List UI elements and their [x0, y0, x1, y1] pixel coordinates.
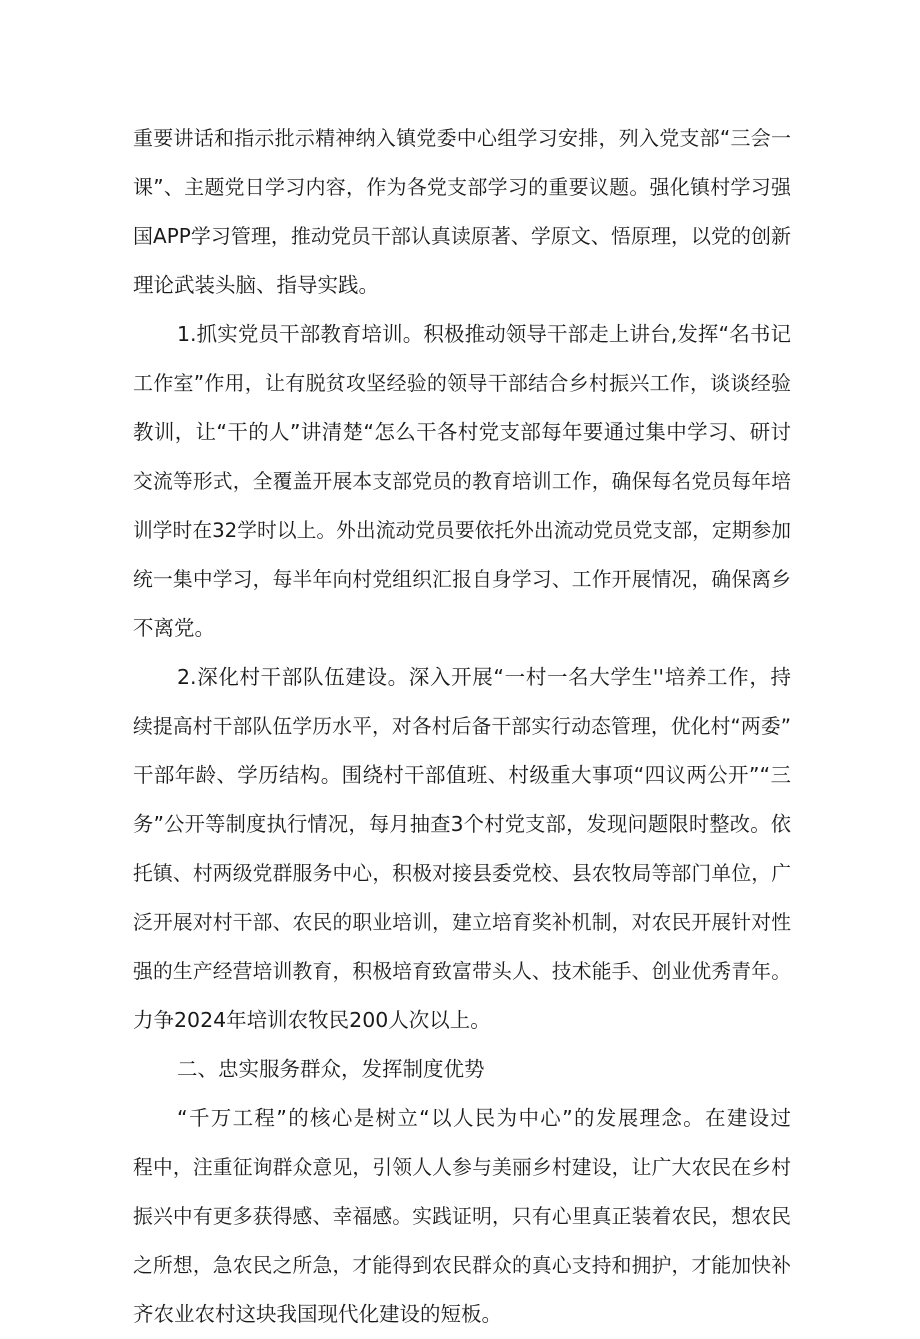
- text-line: 二、忠实服务群众，发挥制度优势: [177, 1057, 485, 1081]
- text-line: 1.抓实党员干部教育培训。积极推动领导干部走上讲台,发挥“名书记: [177, 322, 791, 346]
- text-line: 振兴中有更多获得感、幸福感。实践证明，只有心里真正装着农民，想农民: [133, 1205, 791, 1228]
- text-line: 强的生产经营培训教育，积极培育致富带头人、技术能手、创业优秀青年。: [133, 960, 791, 983]
- text-line: 之所想，急农民之所急，才能得到农民群众的真心支持和拥护，才能加快补: [133, 1254, 791, 1277]
- text-line: 统一集中学习，每半年向村党组织汇报自身学习、工作开展情况，确保离乡: [133, 568, 791, 591]
- text-line: 力争2024年培训农牧民200人次以上。: [133, 1008, 491, 1032]
- document-body: [133, 114, 791, 1339]
- text-line: 泛开展对村干部、农民的职业培训，建立培育奖补机制，对农民开展针对性: [133, 911, 791, 934]
- text-line: 务”公开等制度执行情况，每月抽查3个村党支部，发现问题限时整改。依: [133, 812, 791, 836]
- text-line: 教训，让“干的人”讲清楚“怎么干各村党支部每年要通过集中学习、研讨: [133, 420, 791, 444]
- text-line: 工作室”作用，让有脱贫攻坚经验的领导干部结合乡村振兴工作，谈谈经验: [133, 371, 791, 395]
- text-line: 训学时在32学时以上。外出流动党员要依托外出流动党员党支部，定期参加: [133, 519, 791, 542]
- text-line: 干部年龄、学历结构。围绕村干部值班、村级重大事项“四议两公开”“三: [133, 763, 791, 787]
- text-line: 齐农业农村这块我国现代化建设的短板。: [133, 1302, 502, 1326]
- text-line: 国APP学习管理，推动党员干部认真读原著、学原文、悟原理，以党的创新: [133, 224, 791, 248]
- text-line: 托镇、村两级党群服务中心，积极对接县委党校、县农牧局等部门单位，广: [133, 862, 791, 885]
- text-line: 续提高村干部队伍学历水平，对各村后备干部实行动态管理，优化村“两委”: [133, 715, 791, 738]
- text-line: 程中，注重征询群众意见，引领人人参与美丽乡村建设，让广大农民在乡村: [133, 1156, 791, 1179]
- text-line: 课”、主题党日学习内容，作为各党支部学习的重要议题。强化镇村学习强: [133, 175, 791, 199]
- text-line: “千万工程”的核心是树立“以人民为中心”的发展理念。在建设过: [177, 1106, 791, 1130]
- text-line: 重要讲话和指示批示精神纳入镇党委中心组学习安排，列入党支部“三会一: [133, 126, 791, 150]
- text-line: 理论武装头脑、指导实践。: [133, 273, 379, 297]
- text-line: 2.深化村干部队伍建设。深入开展“一村一名大学生''培养工作，持: [177, 665, 791, 689]
- text-line: 不离党。: [133, 616, 215, 640]
- text-line: 交流等形式，全覆盖开展本支部党员的教育培训工作，确保每名党员每年培: [133, 470, 791, 493]
